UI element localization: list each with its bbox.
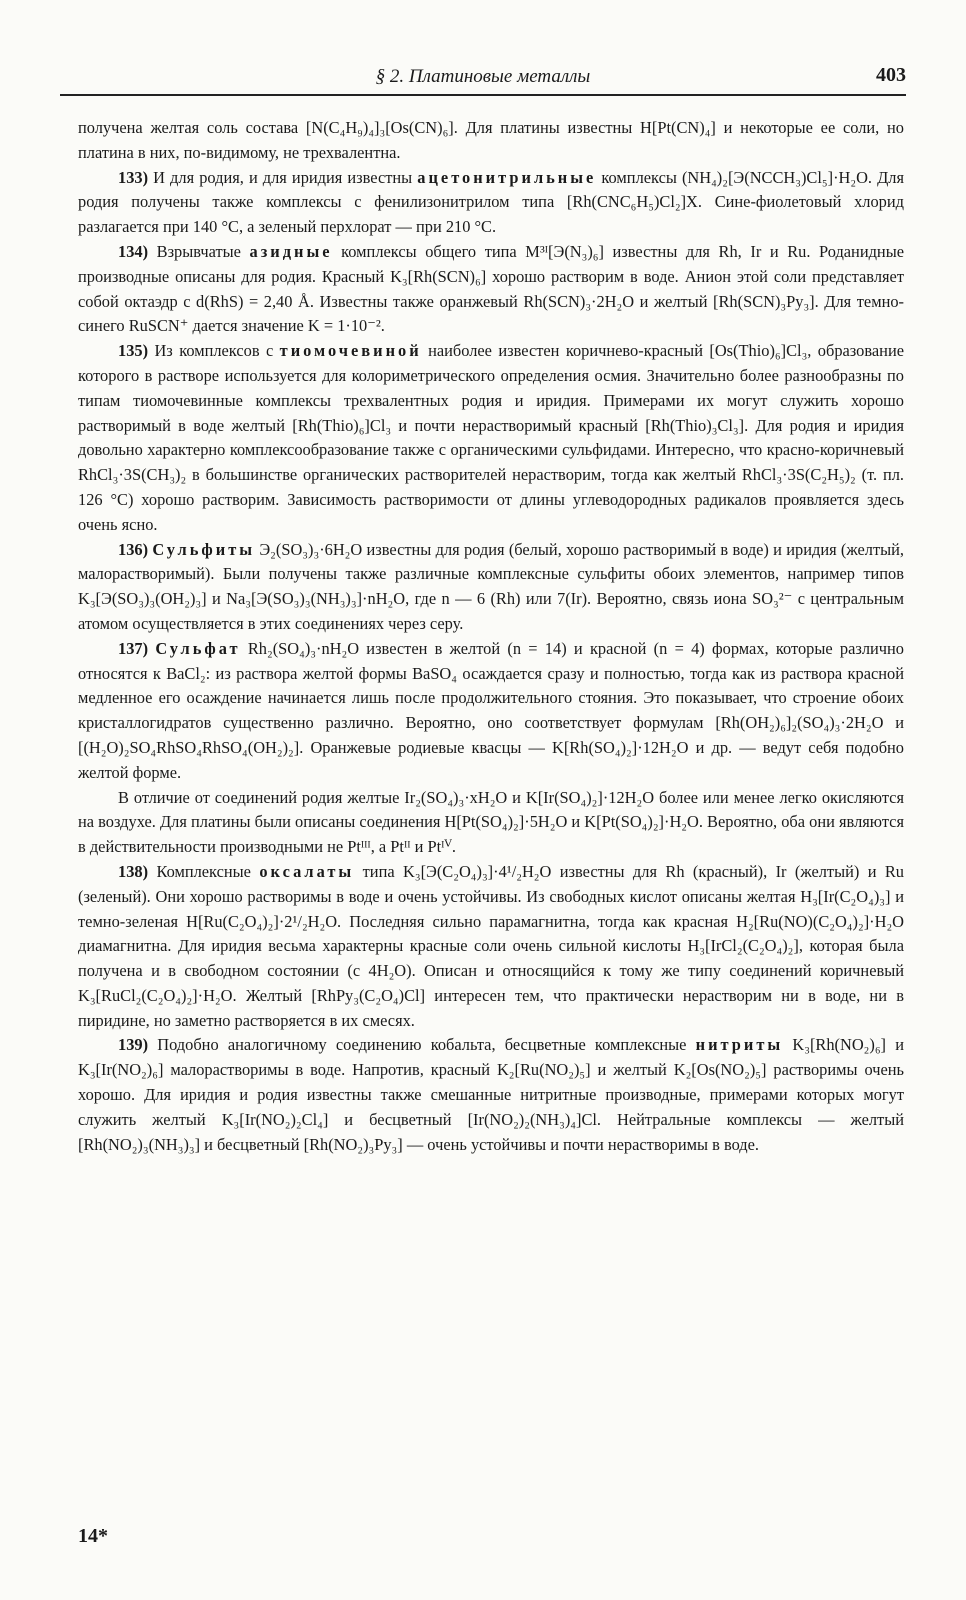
paragraph-138 [78,860,904,1034]
paragraph-text: комплексы (NH₄)₂[Э(NCCH₃)Cl₅]·H₂O. Для родия получены также комплексы с фенилизонитрилом типа [Rh(CNC₆H₅)Cl₂]X. Сине-фиолетовый хлорид разлагается при 140 °C, а зеленый перхлорат — при 210 °C. [78,167,905,237]
note-number: 139) [118,1035,149,1055]
paragraph-text: Rh₂(SO₄)₃·nH₂O известен в желтой (n = 14) и красной (n = 4) формах, которые различно относятся к BaCl₂: из раствора желтой формы BaSO₄ осаждается сразу и полностью, тогда как из раствора красной медленное его осаждение начинается лишь после продолжительного стояния. Это показывает, что строение обоих кристаллогидратов существенно различно. Вероятно, оно соответствует формулам [Rh(OH₂)₆]₂(SO₄)₃·2H₂O и [(H₂O)₂SO₄RhSO₄RhSO₄(OH₂)₂]. Оранжевые родиевые квасцы — K[Rh(SO₄)₂]·12H₂O и др. — ведут себя подобно желтой форме. [78,638,904,782]
spaced-term: Сульфиты [152,539,256,559]
paragraph-text: наиболее известен коричнево-красный [Os(Thio)₆]Cl₃, образование которого в растворе используется для колориметрического определения осмия. Значительно более разнообразны по типам тиомочевинные комплексы трехвалентных родия и иридия. Примерами их могут служить хорошо растворимый в воде желтый [Rh(Thio)₆]Cl₃ и почти нерастворимый красный [Rh(Thio)₃Cl₃]. Для родия и иридия довольно характерно комплексообразование также с органическими сульфидами. Интересно, что красно-коричневый RhCl₃·3S(CH₃)₂ в большинстве органических растворителей нерастворим, тогда как желтый RhCl₃·3S(C₂H₅)₂ (т. пл. 126 °C) хорошо растворим. Зависимость растворимости от длины углеводородных радикалов проявляется здесь очень ясно. [78,341,904,534]
note-number: 134) [118,241,149,261]
paragraph-text: получена желтая соль состава [N(C₄H₉)₄]₃[Os(CN)₆]. Для платины известны H[Pt(CN)₄] и некоторые ее соли, но платина в них, по-видимому, не трехвалентна. [78,118,904,162]
spaced-term: тиомочевиной [279,341,422,361]
paragraph-139 [78,1033,904,1157]
paragraph-137-continued [78,786,904,860]
paragraph-135 [78,339,904,537]
paragraph-pre: Комплексные [156,861,251,881]
spaced-term: азидные [249,241,333,261]
paragraph-137 [78,637,904,786]
paragraph-continuation [78,116,904,166]
paragraph-134 [78,240,904,339]
page-number: 403 [876,64,906,86]
note-number: 133) [118,167,149,187]
paragraph-text: типа K₃[Э(C₂O₄)₃]·4¹/₂H₂O известны для Rh (красный), Ir (желтый) и Ru (зеленый). Они хорошо растворимы в воде и очень устойчивы. Из свободных кислот описаны желтая H₃[Ir(C₂O₄)₃] и темно-зеленая H[Ru(C₂O₄)₂]·2¹/₂H₂O. Последняя сильно парамагнитна, тогда как красная H₂[Ru(NO)(C₂O₄)₂]·H₂O диамагнитна. Для иридия весьма характерны красные соли очень сильной кислоты H₃[IrCl₂(C₂O₄)₂], которая была получена и в свободном состоянии (с 4H₂O). Описан и относящийся к тому же типу соединений коричневый K₃[RuCl₂(C₂O₄)₂]·H₂O. Желтый [RhPy₃(C₂O₄)Cl] интересен тем, что практически нерастворим ни в воде, ни в пиридине, но заметно растворяется в их смесях. [78,861,905,1030]
spaced-term: нитриты [695,1035,784,1055]
page-body [78,116,904,1157]
paragraph-pre: Подобно аналогичному соединению кобальта, бесцветные комплексные [157,1035,687,1055]
note-number: 137) [118,638,149,658]
paragraph-text: K₃[Rh(NO₂)₆] и K₃[Ir(NO₂)₆] малорастворимы в воде. Напротив, красный K₂[Ru(NO₂)₅] и желтый K₂[Os(NO₂)₅] растворимы очень хорошо. Для иридия и родия известны также смешанные нитритные производные, примерами которых могут служить желтый K₃[Ir(NO₂)₂Cl₄] и бесцветный [Ir(NO₂)₂(NH₃)₄]Cl. Нейтральные комплексы — желтый [Rh(NO₂)₃(NH₃)₃] и бесцветный [Rh(NO₂)₃Py₃] — очень устойчивы и почти нерастворимы в воде. [78,1035,904,1154]
spaced-term: Сульфат [155,638,241,658]
spaced-term: оксалаты [259,861,355,881]
page-header [60,60,906,96]
paragraph-text: комплексы общего типа M³ᴵ[Э(N₃)₆] известны для Rh, Ir и Ru. Роданидные производные описаны для родия. Красный K₃[Rh(SCN)₆] хорошо растворим в воде. Анион этой соли представляет собой октаэдр с d(RhS) = 2,40 Å. Известны также оранжевый Rh(SCN)₃·2H₂O и желтый [Rh(SCN)₃Py₃]. Для темно-синего RuSCN⁺ дается значение K = 1·10⁻². [78,241,904,336]
spaced-term: ацетонитрильные [417,167,597,187]
signature-mark: 14* [78,1525,108,1547]
paragraph-text: В отличие от соединений родия желтые Ir₂(SO₄)₃·xH₂O и K[Ir(SO₄)₂]·12H₂O более или менее легко окисляются на воздухе. Для платины были описаны соединения H[Pt(SO₄)₂]·5H₂O и K[Pt(SO₄)₂]·H₂O. Вероятно, оба они являются в действительности производными не Ptᴵᴵᴵ, а Ptᴵᴵ и Ptᴵⱽ. [78,787,904,857]
paragraph-133 [78,166,904,240]
paragraph-pre: Взрывчатые [156,241,241,261]
paragraph-pre: И для родия, и для иридия известны [153,167,413,187]
note-number: 136) [118,539,149,559]
running-title: § 2. Платиновые металлы [375,66,591,87]
paragraph-136 [78,538,904,637]
note-number: 135) [118,341,149,361]
note-number: 138) [118,861,149,881]
paragraph-pre: Из комплексов с [154,341,274,361]
paragraph-text: Э₂(SO₃)₃·6H₂O известны для родия (белый, хорошо растворимый в воде) и иридия (желтый, малорастворимый). Были получены также различные комплексные сульфиты обоих элементов, например типов K₃[Э(SO₃)₃(OH₂)₃] и Na₃[Э(SO₃)₃(NH₃)₃]·nH₂O, где n — 6 (Rh) или 7(Ir). Вероятно, связь иона SO₃²⁻ с центральным атомом осуществляется в этих соединениях через серу. [78,539,904,633]
